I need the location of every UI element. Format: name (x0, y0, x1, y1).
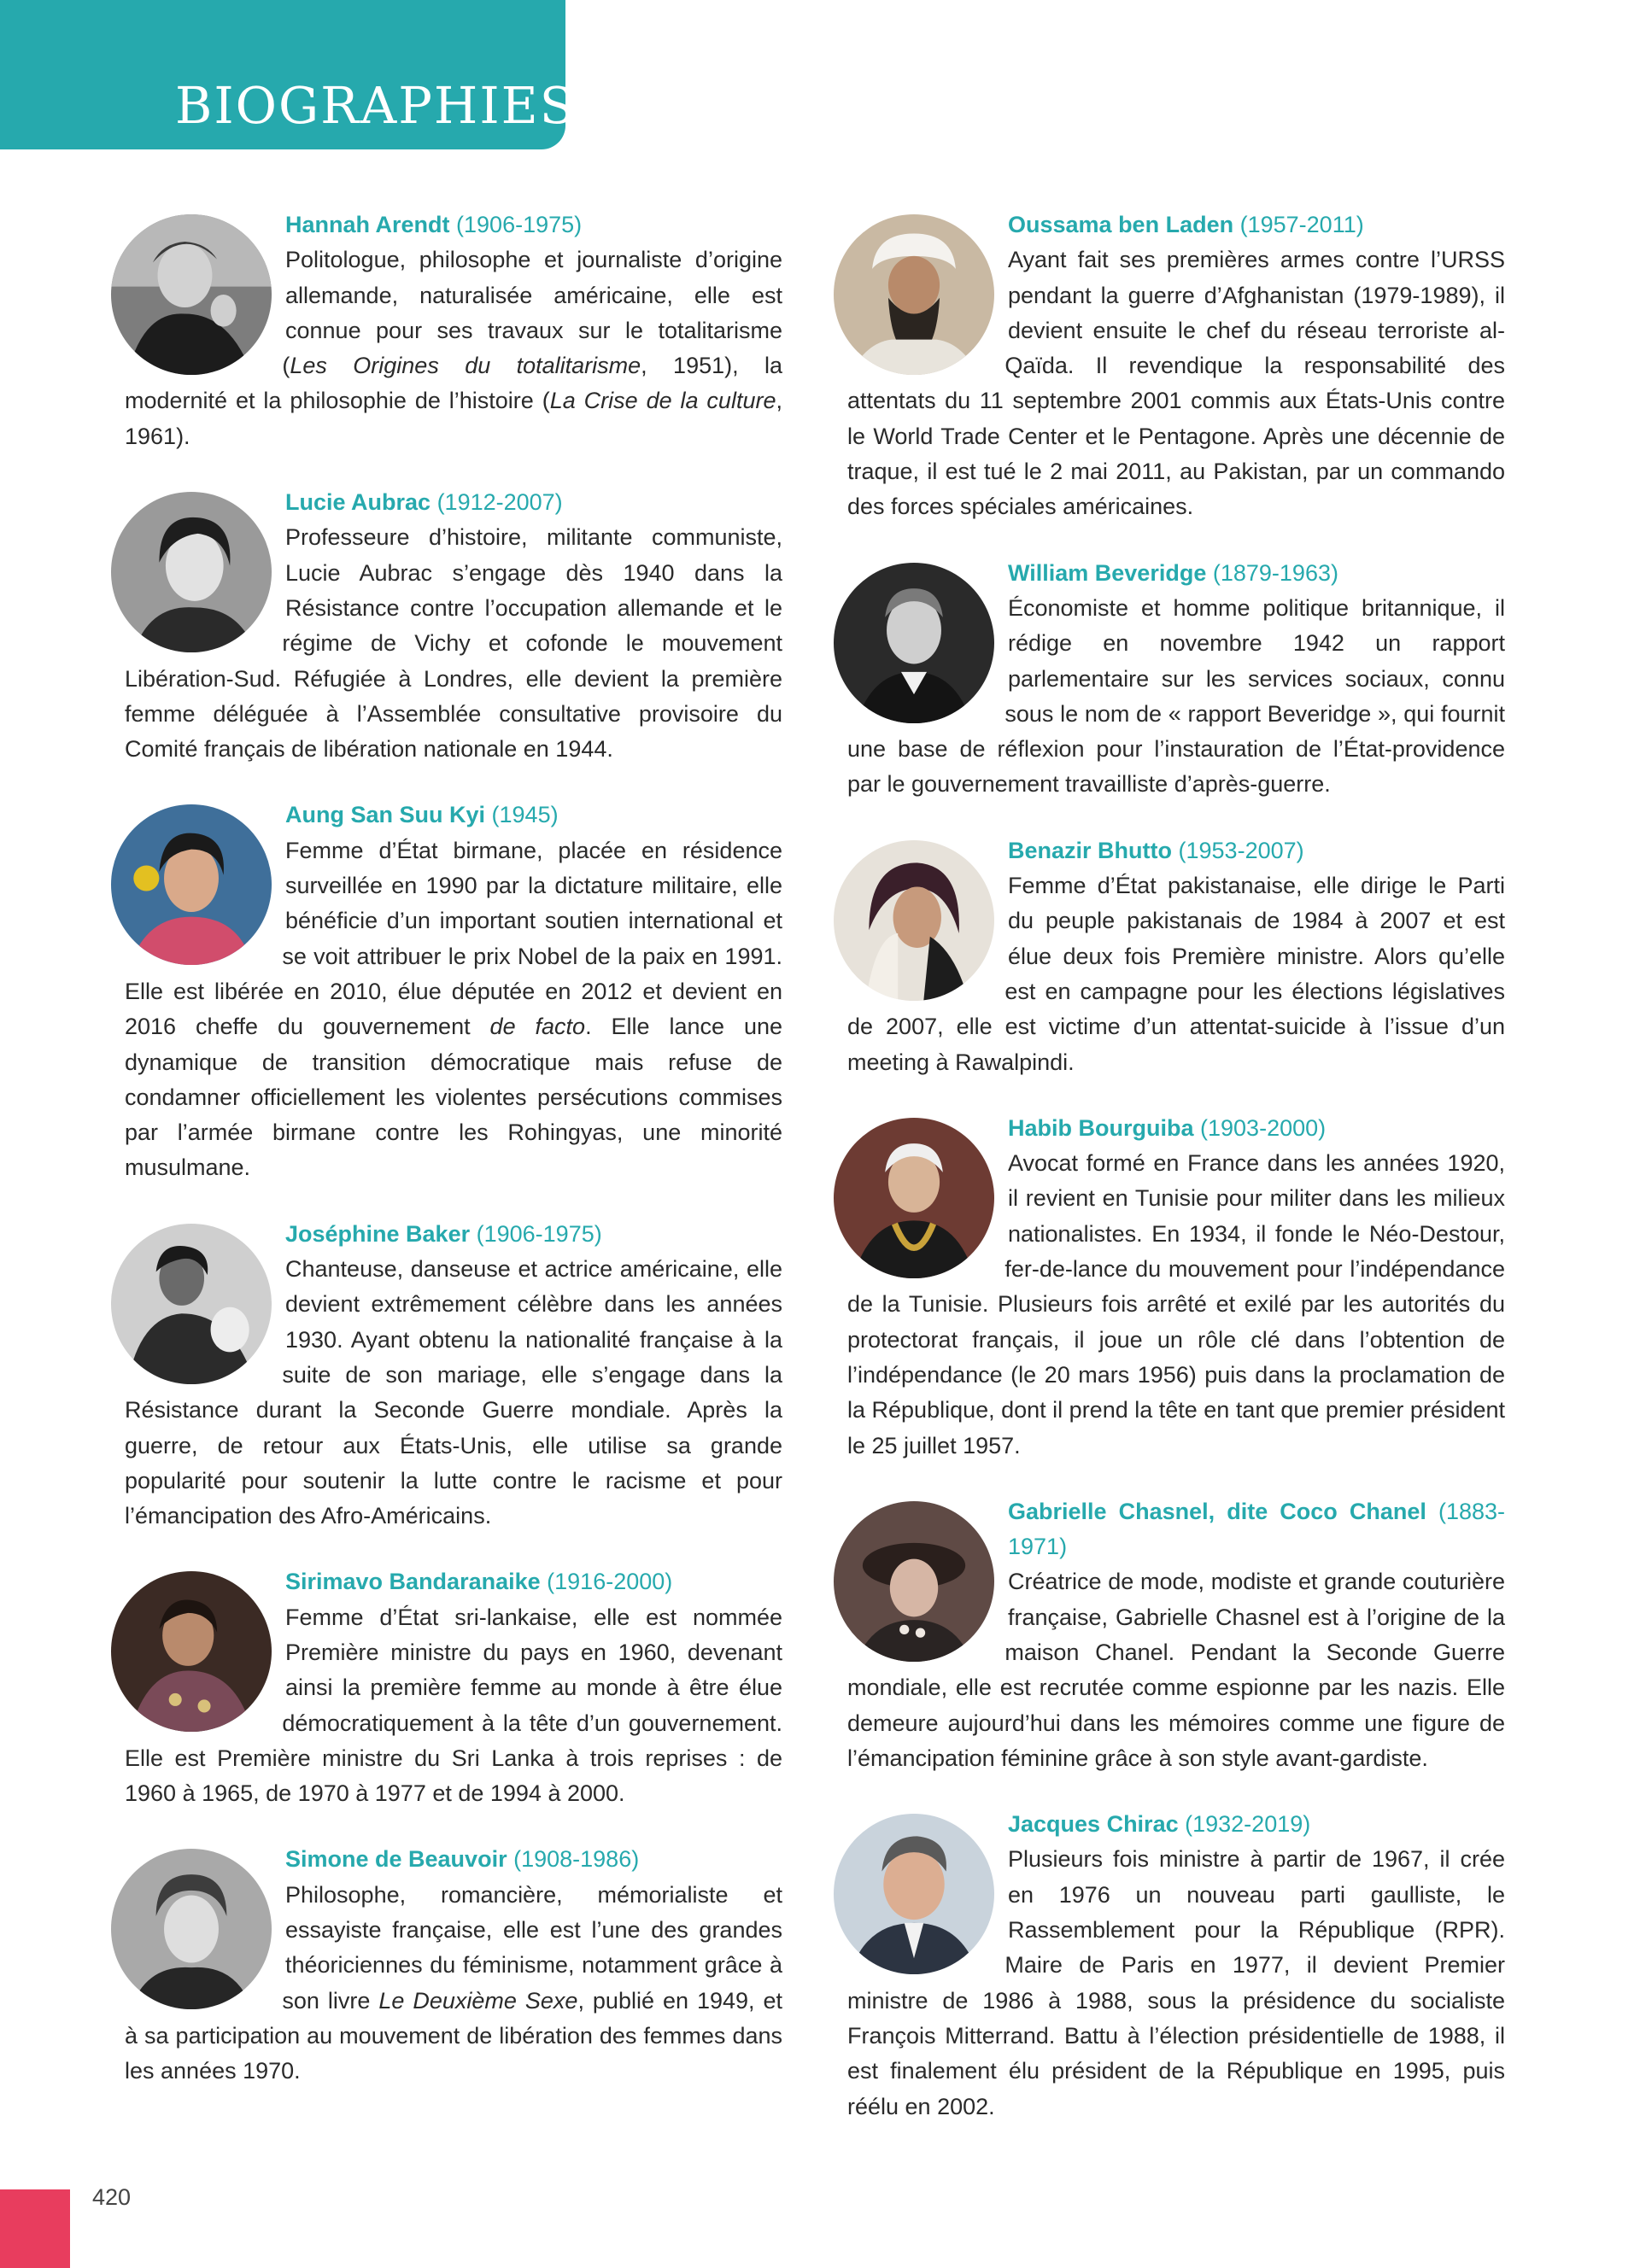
bio-dates: (1883-1971) (1008, 1498, 1505, 1560)
bio-name: Sirimavo Bandaranaike (285, 1569, 541, 1595)
portrait-josephine-baker (111, 1224, 272, 1384)
portrait-lucie-aubrac (111, 492, 272, 652)
bio-dates: (1945) (491, 802, 559, 828)
bio-name: Jacques Chirac (1008, 1811, 1179, 1838)
bio-name: Simone de Beauvoir (285, 1846, 507, 1873)
bio-text: Femme d’État sri-lankaise, elle est nommée Première ministre du pays en 1960, devenant ainsi la première femme au monde à être élue démocratiquement à la tête d’un gouvernement. Elle est Première ministre du Sri Lanka à trois reprises : de 1960 à 1965, de 1970 à 1977 et de 1994 à 2000. (125, 1604, 782, 1807)
left-column (106, 208, 782, 2120)
bio-name: Lucie Aubrac (285, 489, 431, 516)
bio-name: Aung San Suu Kyi (285, 802, 486, 828)
bio-dates: (1953-2007) (1178, 837, 1304, 863)
bio-sirimavo-bandaranaike (106, 1564, 782, 1811)
page-number: 420 (92, 2184, 132, 2210)
bio-dates: (1906-1975) (456, 212, 583, 237)
bio-text: Femme d’État birmane, placée en résidence surveillée en 1990 par la dictature militaire, elle bénéficie d’un important soutien international et se voit attribuer le prix Nobel de la paix en 1991. Elle est libérée en 2010, élue députée en 2012 et devient en 2016 cheffe du gouvernement de facto. Elle lance une dynamique de transition démocratique mais refuse de condamner officiellement les violentes persécutions commises par l’armée birmane contre les Rohingyas, une minorité musulmane. (125, 837, 783, 1181)
bio-text: Avocat formé en France dans les années 1920, il revient en Tunisie pour militer dans les milieux nationalistes. En 1934, il fonde le Néo-Destour, fer-de-lance du mouvement pour l’indépendance de la Tunisie. Plusieurs fois arrêté et exilé par les autorités du protectorat français, il joue un rôle clé dans l’obtention de l’indépendance (le 20 mars 1956) puis dans la proclamation de la République, dont il prend la tête en tant que premier président le 25 juillet 1957. (847, 1150, 1506, 1458)
bio-jacques-chirac (829, 1807, 1505, 2125)
bio-dates: (1906-1975) (476, 1220, 602, 1247)
bio-william-beveridge (829, 556, 1505, 803)
bio-name: Hannah Arendt (285, 212, 450, 237)
bio-text: Plusieurs fois ministre à partir de 1967, il crée en 1976 un nouveau parti gaulliste, le Rassemblement pour la République (RPR). Maire de Paris en 1977, il devient Premier ministre de 1986 à 1988, sous la présidence du socialiste François Mitterrand. Battu à l’élection présidentielle de 1988, il est finalement élu président de la République en 1995, puis réélu en 2002. (847, 1846, 1505, 2119)
bio-aung-san-suu-kyi (106, 798, 782, 1185)
bio-name: Benazir Bhutto (1008, 837, 1172, 863)
bio-dates: (1932-2019) (1185, 1811, 1311, 1838)
bio-dates: (1903-2000) (1200, 1114, 1327, 1141)
bio-text: Chanteuse, danseuse et actrice américaine, elle devient extrêmement célèbre dans les années 1930. Ayant obtenu la nationalité française à la suite de son mariage, elle s’engage dans la Résistance durant la Seconde Guerre mondiale. Après la guerre, de retour aux États-Unis, elle utilise sa grande popularité pour soutenir la lutte contre le racisme et pour l’émancipation des Afro-Américains. (125, 1256, 782, 1529)
bio-simone-de-beauvoir (106, 1842, 782, 2089)
right-column (829, 208, 1505, 2155)
bio-text: Professeure d’histoire, militante communiste, Lucie Aubrac s’engage dès 1940 dans la Résistance contre l’occupation allemande et le régime de Vichy et cofonde le mouvement Libération-Sud. Réfugiée à Londres, elle devient la première femme déléguée à l’Assemblée consultative provisoire du Comité français de libération nationale en 1944. (125, 524, 782, 763)
portrait-hannah-arendt (111, 214, 272, 375)
bio-text: Ayant fait ses premières armes contre l’URSS pendant la guerre d’Afghanistan (1979-1989), il devient ensuite le chef du réseau terroriste al-Qaïda. Il revendique la responsabilité des attentats du 11 septembre 2001 commis aux États-Unis contre le World Trade Center et le Pentagone. Après une décennie de traque, il est tué le 2 mai 2011, au Pakistan, par un commando des forces spéciales américaines. (847, 247, 1505, 520)
portrait-sirimavo-bandaranaike (111, 1571, 272, 1732)
page-title: BIOGRAPHIES (175, 76, 577, 135)
portrait-william-beveridge (834, 563, 994, 723)
bio-text: Politologue, philosophe et journaliste d’origine allemande, naturalisée américaine, elle est connue pour ses travaux sur le totalitarisme (Les Origines du totalitarisme, 1951), la modernité et la philosophie de l’histoire (La Crise de la culture, 1961). (125, 247, 783, 449)
bio-hannah-arendt (106, 208, 782, 454)
portrait-aung-san-suu-kyi (111, 804, 272, 965)
portrait-simone-de-beauvoir (111, 1849, 272, 2009)
bio-oussama-ben-laden (829, 208, 1505, 525)
bio-dates: (1912-2007) (436, 489, 563, 516)
bio-text: Créatrice de mode, modiste et grande couturière française, Gabrielle Chasnel est à l’origine de la maison Chanel. Pendant la Seconde Guerre mondiale, elle est recrutée comme espionne par les nazis. Elle demeure aujourd’hui dans les mémoires comme une figure de l’émancipation féminine grâce à son style avant-gardiste. (847, 1569, 1505, 1771)
bio-name: Oussama ben Laden (1008, 212, 1234, 237)
bio-name: Habib Bourguiba (1008, 1114, 1194, 1141)
bio-dates: (1957-2011) (1239, 212, 1364, 237)
portrait-coco-chanel (834, 1501, 994, 1662)
section-banner (0, 0, 577, 149)
page-tab (0, 2189, 70, 2268)
portrait-jacques-chirac (834, 1814, 994, 1974)
bio-text: Philosophe, romancière, mémorialiste et essayiste française, elle est l’une des grandes théoriciennes du féminisme, notamment grâce à son livre Le Deuxième Sexe, publié en 1949, et à sa participation au mouvement de libération des femmes dans les années 1970. (125, 1881, 782, 2084)
portrait-benazir-bhutto (834, 840, 994, 1001)
bio-dates: (1908-1986) (513, 1846, 640, 1873)
bio-habib-bourguiba (829, 1111, 1505, 1464)
bio-josephine-baker (106, 1217, 782, 1534)
bio-coco-chanel (829, 1494, 1505, 1776)
bio-name: William Beveridge (1008, 559, 1207, 586)
portrait-habib-bourguiba (834, 1118, 994, 1278)
portrait-oussama-ben-laden (834, 214, 994, 375)
bio-dates: (1879-1963) (1212, 559, 1338, 586)
bio-text: Économiste et homme politique britannique, il rédige en novembre 1942 un rapport parlementaire sur les services sociaux, connu sous le nom de « rapport Beveridge », qui fournit une base de réflexion pour l’instauration de l’État-providence par le gouvernement travailliste d’après-guerre. (847, 594, 1505, 798)
bio-dates: (1916-2000) (547, 1569, 673, 1595)
bio-name: Gabrielle Chasnel, dite Coco Chanel (1008, 1498, 1426, 1524)
bio-lucie-aubrac (106, 485, 782, 767)
bio-benazir-bhutto (829, 833, 1505, 1080)
bio-name: Joséphine Baker (285, 1220, 471, 1247)
bio-text: Femme d’État pakistanaise, elle dirige le Parti du peuple pakistanais de 1984 à 2007 et est élue deux fois Première ministre. Alors qu’elle est en campagne pour les élections législatives de 2007, elle est victime d’un attentat-suicide à l’issue d’un meeting à Rawalpindi. (847, 873, 1505, 1075)
